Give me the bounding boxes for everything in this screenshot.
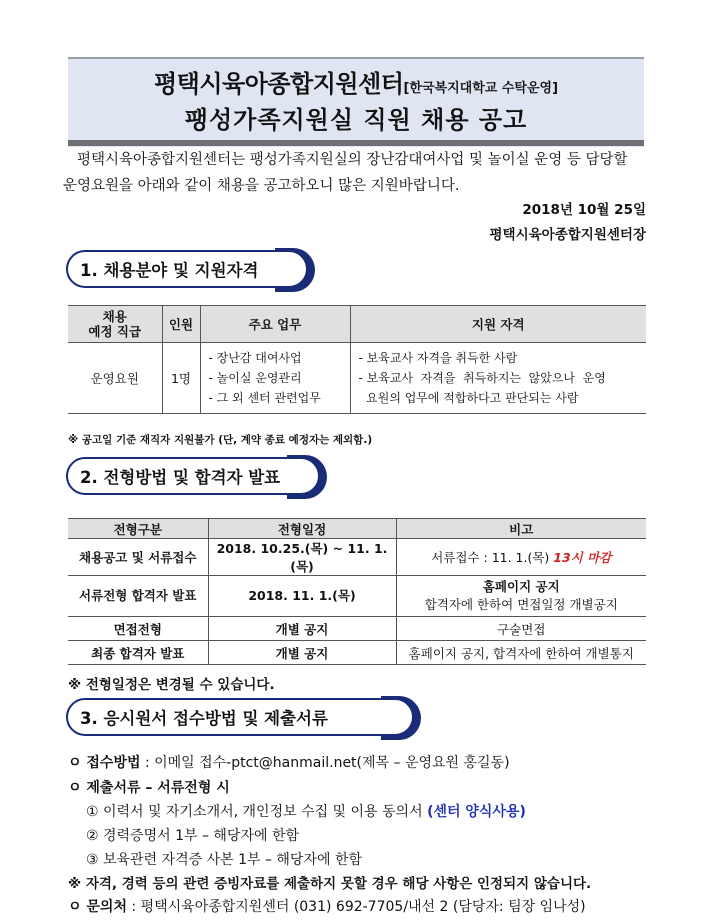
notice-title: 팽성가족지원실 직원 채용 공고 — [184, 106, 528, 134]
document-item: ② 경력증명서 1부 – 해당자에 한함 — [86, 828, 299, 844]
col-header-quals: 지원 자격 — [350, 306, 646, 343]
table-header-row — [68, 519, 646, 539]
qual-item: 요원의 업무에 적합하다고 판단되는 사람 — [358, 391, 579, 405]
cell-position: 운영요원 — [68, 343, 162, 414]
page-title — [68, 64, 644, 99]
section-2-title: 2. 전형방법 및 합격자 발표 — [80, 468, 281, 487]
col-header-remarks: 비고 — [396, 519, 646, 539]
application-method — [68, 752, 510, 774]
document-item — [86, 801, 526, 823]
evidence-warning: ※ 자격, 경력 등의 관련 증빙자료를 제출하지 못할 경우 해당 사항은 인정되지 않습니다. — [68, 876, 592, 892]
issuer: 평택시육아종합지원센터장 — [489, 227, 646, 243]
deadline-highlight: 13시 마감 — [553, 550, 612, 565]
cell-remarks: 구술면접 — [396, 617, 646, 641]
contact-value: : 평택시육아종합지원센터 (031) 692-7705/내선 2 (담당자: 팀장 임나성) — [126, 899, 586, 915]
cell-stage: 최종 합격자 발표 — [68, 641, 208, 665]
cell-quals — [350, 343, 646, 414]
document-item: ③ 보육관련 자격증 사본 1부 – 해당자에 한함 — [86, 852, 362, 868]
remarks-text: 서류접수 : 11. 1.(목) — [431, 550, 554, 565]
cell-remarks — [396, 576, 646, 617]
cell-remarks — [396, 539, 646, 576]
table-row — [68, 617, 646, 641]
contact-info — [68, 896, 586, 918]
col-header-position-line1: 채용 — [102, 309, 127, 324]
center-subtitle: [한국복지대학교 수탁운영] — [403, 81, 559, 96]
table-row — [68, 539, 646, 576]
contact-label: ㅇ 문의처 — [68, 899, 127, 915]
document-text: ① 이력서 및 자기소개서, 개인정보 수집 및 이용 동의서 — [86, 804, 428, 820]
table-row — [68, 343, 646, 414]
cell-duties — [200, 343, 350, 414]
title-underline-bar — [68, 140, 644, 146]
section-3-title: 3. 응시원서 접수방법 및 제출서류 — [80, 709, 328, 728]
table-header-row — [68, 306, 646, 343]
documents-label: ㅇ 제출서류 – 서류전형 시 — [68, 780, 230, 796]
cell-schedule: 개별 공지 — [208, 641, 396, 665]
cell-count: 1명 — [162, 343, 200, 414]
duty-item: - 놀이실 운영관리 — [208, 371, 302, 385]
section-3-header — [66, 698, 414, 736]
section-1-note: ※ 공고일 기준 재직자 지원불가 (단, 계약 종료 예정자는 제외함.) — [68, 434, 373, 446]
cell-stage: 채용공고 및 서류접수 — [68, 539, 208, 576]
notice-date: 2018년 10월 25일 — [522, 202, 646, 218]
remarks-bold: 홈페이지 공지 — [482, 579, 560, 594]
recruitment-table — [68, 305, 646, 414]
section-2-header — [66, 457, 320, 495]
method-label: ㅇ 접수방법 — [68, 755, 141, 771]
col-header-position — [68, 306, 162, 343]
table-row — [68, 576, 646, 617]
duty-item: - 장난감 대여사업 — [208, 351, 302, 365]
cell-schedule: 개별 공지 — [208, 617, 396, 641]
col-header-position-line2: 예정 직급 — [88, 324, 142, 339]
cell-schedule: 2018. 11. 1.(목) — [208, 576, 396, 617]
col-header-schedule: 전형일정 — [208, 519, 396, 539]
col-header-count: 인원 — [162, 306, 200, 343]
form-note: (센터 양식사용) — [427, 804, 526, 820]
col-header-stage: 전형구분 — [68, 519, 208, 539]
schedule-table — [68, 518, 646, 665]
section-1-header — [66, 250, 308, 288]
duty-item: - 그 외 센터 관련업무 — [208, 391, 321, 405]
cell-remarks: 홈페이지 공지, 합격자에 한하여 개별통지 — [396, 641, 646, 665]
table-row — [68, 641, 646, 665]
col-header-duties: 주요 업무 — [200, 306, 350, 343]
section-2-note: ※ 전형일정은 변경될 수 있습니다. — [68, 677, 275, 693]
center-name: 평택시육아종합지원센터 — [153, 70, 404, 98]
method-value: : 이메일 접수-ptct@hanmail.net(제목 – 운영요원 홍길동) — [140, 755, 510, 771]
section-1-title: 1. 채용분야 및 지원자격 — [80, 261, 259, 280]
qual-item: - 보육교사 자격을 취득하지는 않았으나 운영 — [358, 371, 606, 385]
cell-stage: 면접전형 — [68, 617, 208, 641]
qual-item: - 보육교사 자격을 취득한 사람 — [358, 351, 518, 365]
cell-schedule: 2018. 10.25.(목) ~ 11. 1.(목) — [208, 539, 396, 576]
remarks-text: 합격자에 한하여 면접일정 개별공지 — [424, 597, 618, 612]
cell-stage: 서류전형 합격자 발표 — [68, 576, 208, 617]
intro-line-2: 운영요원을 아래와 같이 채용을 공고하오니 많은 지원바랍니다. — [63, 178, 460, 194]
intro-line-1: 평택시육아종합지원센터는 팽성가족지원실의 장난감대여사업 및 놀이실 운영 등 담당할 — [77, 152, 628, 168]
